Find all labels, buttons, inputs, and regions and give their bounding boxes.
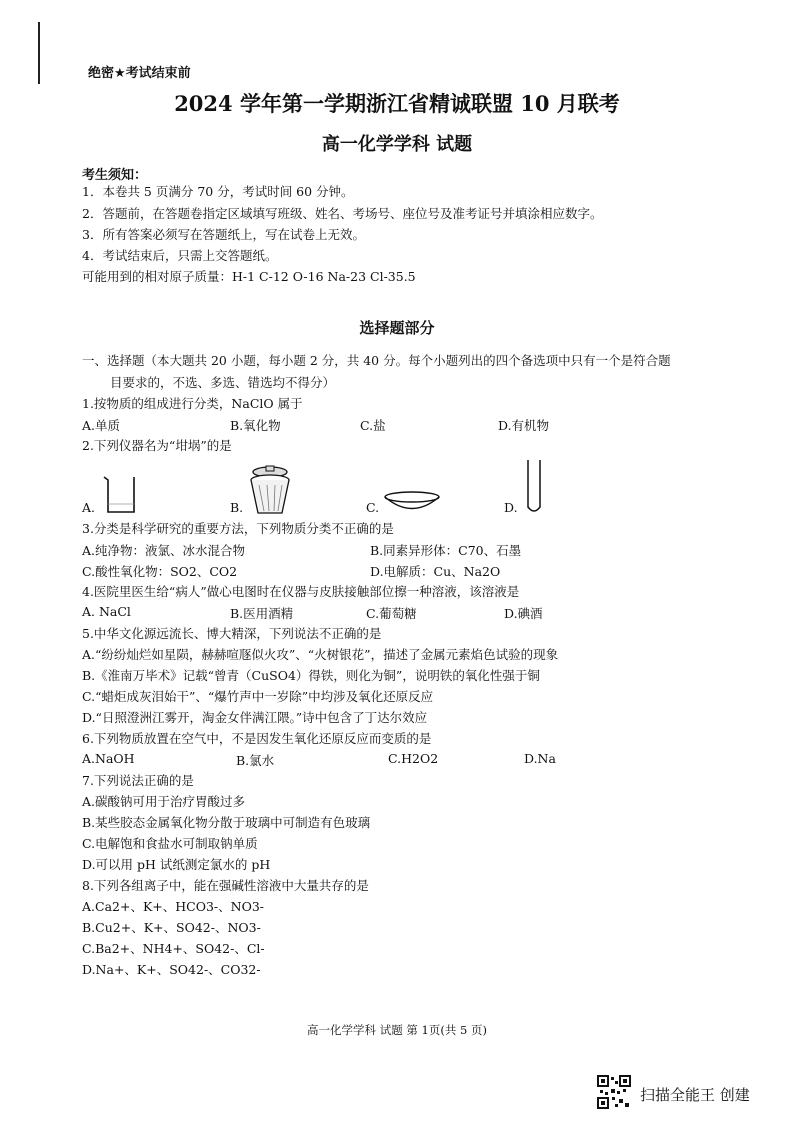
atomic-mass-line: 可能用到的相对原子质量：H-1 C-12 O-16 Na-23 Cl-35.5: [82, 269, 416, 284]
q5-option-c: C.“蜡炬成灰泪始干”、“爆竹声中一岁除”中均涉及氧化还原反应: [82, 689, 434, 704]
q3-option-a: A.纯净物：液氯、冰水混合物: [82, 543, 246, 558]
test-tube-icon: [525, 458, 543, 516]
q5-option-b: B.《淮南万毕术》记载“曾青（CuSO4）得铁，则化为铜”，说明铁的氧化性强于铜: [82, 668, 540, 683]
crucible-icon: [247, 465, 293, 517]
part1-intro: 一、选择题（本大题共 20 小题，每小题 2 分，共 40 分。每个小题列出的四个备选项中只有一个是符合题: [82, 353, 671, 368]
margin-line: [38, 22, 40, 84]
q7-option-d: D.可以用 pH 试纸测定氯水的 pH: [82, 857, 271, 872]
q4-option-c: C.葡萄糖: [366, 606, 417, 621]
qr-code-icon: [597, 1075, 631, 1109]
notice-item-4: 4．考试结束后，只需上交答题纸。: [82, 248, 278, 263]
q1-option-b: B.氧化物: [230, 418, 281, 433]
q7-stem: 7.下列说法正确的是: [82, 773, 194, 788]
notice-item-1: 1．本卷共 5 页满分 70 分，考试时间 60 分钟。: [82, 184, 354, 199]
q4-option-b: B.医用酒精: [230, 606, 294, 621]
q6-stem: 6.下列物质放置在空气中，不是因发生氧化还原反应而变质的是: [82, 731, 432, 746]
confidential-label: 绝密★考试结束前: [88, 66, 191, 81]
exam-subtitle: 高一化学学科 试题: [321, 134, 473, 155]
q6-option-b: B.氯水: [236, 753, 275, 768]
q1-option-d: D.有机物: [498, 418, 550, 433]
q8-option-a: A.Ca2+、K+、HCO3-、NO3-: [82, 899, 265, 914]
notice-item-3: 3．所有答案必须写在答题纸上，写在试卷上无效。: [82, 227, 365, 242]
q2-option-a: A.: [82, 500, 96, 515]
part1-intro-cont: 目要求的，不选、多选、错选均不得分）: [110, 375, 336, 390]
q8-option-b: B.Cu2+、K+、SO42-、NO3-: [82, 920, 261, 935]
q3-option-d: D.电解质：Cu、Na2O: [370, 564, 501, 579]
scanner-watermark: 扫描全能王 创建: [640, 1086, 750, 1104]
q6-option-d: D.Na: [524, 751, 556, 766]
evaporating-dish-icon: [382, 490, 442, 512]
beaker-icon: [100, 474, 140, 516]
q8-stem: 8.下列各组离子中，能在强碱性溶液中大量共存的是: [82, 878, 369, 893]
q1-option-c: C.盐: [360, 418, 386, 433]
q8-option-c: C.Ba2+、NH4+、SO42-、Cl-: [82, 941, 265, 956]
q8-option-d: D.Na+、K+、SO42-、CO32-: [82, 962, 261, 977]
notice-heading: 考生须知：: [82, 168, 148, 183]
q6-option-a: A.NaOH: [82, 751, 135, 766]
q2-option-b: B.: [230, 500, 244, 515]
page-footer: 高一化学学科 试题 第 1页(共 5 页): [307, 1023, 487, 1037]
notice-item-2: 2．答题前，在答题卷指定区域填写班级、姓名、考场号、座位号及准考证号并填涂相应数字。: [82, 206, 603, 221]
q7-option-b: B.某些胶态金属氧化物分散于玻璃中可制造有色玻璃: [82, 815, 371, 830]
q3-option-b: B.同素异形体：C70、石墨: [370, 543, 522, 558]
q3-stem: 3.分类是科学研究的重要方法，下列物质分类不正确的是: [82, 521, 394, 536]
q5-option-d: D.“日照澄洲江雾开，淘金女伴满江隈。”诗中包含了丁达尔效应: [82, 710, 428, 725]
q2-option-c: C.: [366, 500, 380, 515]
exam-title: 2024 学年第一学期浙江省精诚联盟 10 月联考: [174, 91, 620, 116]
q7-option-a: A.碳酸钠可用于治疗胃酸过多: [82, 794, 246, 809]
q3-option-c: C.酸性氧化物：SO2、CO2: [82, 564, 238, 579]
q5-stem: 5.中华文化源远流长、博大精深，下列说法不正确的是: [82, 626, 382, 641]
section-title: 选择题部分: [359, 319, 435, 337]
q1-option-a: A.单质: [82, 418, 121, 433]
q5-option-a: A.“纷纷灿烂如星陨，赫赫喧豗似火攻”、“火树银花”，描述了金属元素焰色试验的现象: [82, 647, 559, 662]
q1-stem: 1.按物质的组成进行分类，NaClO 属于: [82, 396, 303, 411]
q7-option-c: C.电解饱和食盐水可制取钠单质: [82, 836, 258, 851]
q2-option-d: D.: [504, 500, 518, 515]
q6-option-c: C.H2O2: [388, 751, 439, 766]
q4-stem: 4.医院里医生给“病人”做心电图时在仪器与皮肤接触部位擦一种溶液，该溶液是: [82, 584, 520, 599]
q2-stem: 2.下列仪器名为“坩埚”的是: [82, 438, 232, 453]
q4-option-a: A. NaCl: [82, 604, 131, 619]
q4-option-d: D.碘酒: [504, 606, 543, 621]
